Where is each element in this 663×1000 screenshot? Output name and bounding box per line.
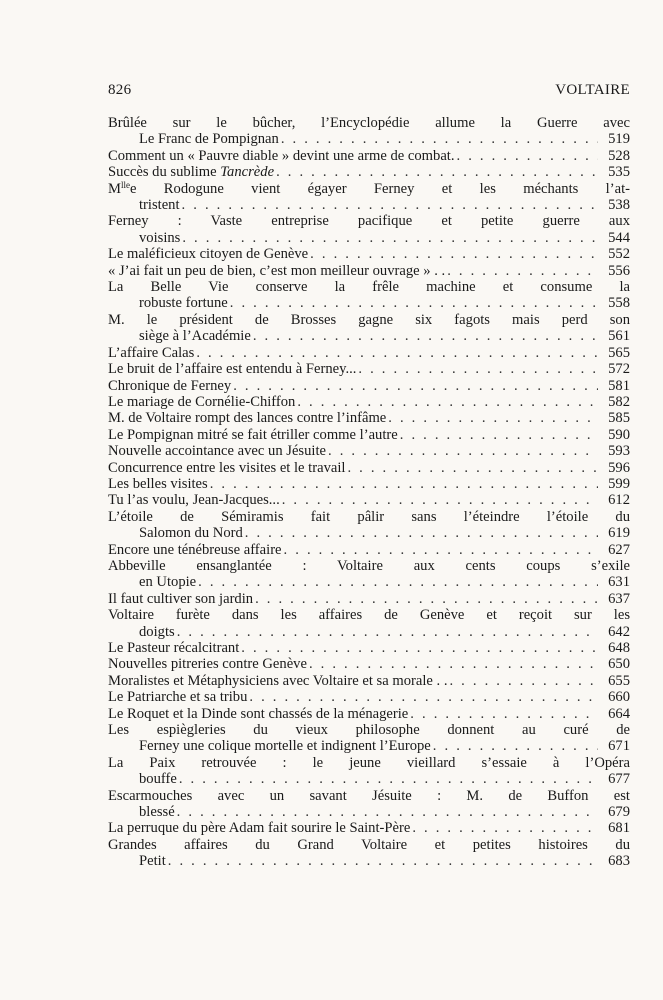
toc-page-number: 572	[608, 361, 630, 378]
toc-entry	[108, 394, 630, 410]
toc-entry-title-line: Les belles visites	[108, 475, 208, 492]
toc-entry-title-line: Nouvelle accointance avec un Jésuite	[108, 443, 326, 460]
dot-leader	[249, 689, 598, 705]
toc-entry	[108, 689, 630, 705]
toc-entry-title-line: La perruque du père Adam fait sourire le Saint-Père	[108, 820, 411, 837]
toc-entry	[108, 542, 630, 558]
dot-leader	[276, 164, 598, 180]
toc-page-number: 642	[608, 623, 630, 640]
toc-page-number: 677	[608, 771, 630, 788]
dot-leader	[179, 771, 598, 787]
toc-entry	[108, 640, 630, 656]
dot-leader	[210, 476, 598, 492]
toc-page-number: 637	[608, 590, 630, 607]
toc-page-number: 631	[608, 574, 630, 591]
toc-entry-title-line: Comment un « Pauvre diable » devint une arme de combat.	[108, 147, 455, 164]
toc-entry	[108, 148, 630, 164]
running-header	[108, 82, 630, 99]
toc-page-number: 679	[608, 804, 630, 821]
toc-entry-title-line: siège à l’Académie	[139, 328, 251, 345]
toc-entry-title-line: Moralistes et Métaphysiciens avec Voltaire et sa morale . .	[108, 672, 448, 689]
dot-leader	[282, 492, 598, 508]
toc-entry	[108, 755, 630, 788]
toc-page-number: 558	[608, 295, 630, 312]
toc-entry-title-line: L’étoile de Sémiramis fait pâlir sans l’éteindre l’étoile du	[108, 508, 630, 525]
toc-page-number: 593	[608, 443, 630, 460]
toc-page-number: 561	[608, 328, 630, 345]
toc-entry-title-line: Le Pasteur récalcitrant	[108, 640, 240, 656]
toc-entry-title-line: Le Patriarche et sa tribu	[108, 689, 248, 706]
dot-leader	[297, 394, 598, 410]
dot-leader	[245, 525, 598, 541]
toc-page-number: 582	[608, 393, 630, 410]
dot-leader	[433, 738, 598, 754]
dot-leader	[241, 640, 598, 656]
toc-entry-title-line: La Paix retrouvée : le jeune vieillard s’essaie à l’Opéra	[108, 754, 630, 771]
toc-page-number: 556	[608, 262, 630, 279]
toc-entry-title-line: Le maléficieux citoyen de Genève	[108, 246, 309, 263]
dot-leader	[412, 820, 598, 836]
toc-page-number: 519	[608, 131, 630, 148]
dot-leader	[447, 263, 598, 279]
table-of-contents	[108, 115, 630, 870]
toc-entry	[108, 607, 630, 640]
toc-entry-title-line: doigts	[139, 623, 175, 640]
toc-entry-title-line: Ferney une colique mortelle et indignent l’Europe	[139, 738, 431, 755]
dot-leader	[358, 361, 598, 377]
dot-leader	[457, 148, 598, 164]
toc-page-number: 565	[608, 344, 630, 361]
toc-entry-title-line: Brûlée sur le bûcher, l’Encyclopédie allume la Guerre avec	[108, 115, 630, 131]
toc-page-number: 671	[608, 738, 630, 755]
toc-entry	[108, 263, 630, 279]
toc-entry	[108, 460, 630, 476]
toc-entry	[108, 591, 630, 607]
dot-leader	[255, 591, 598, 607]
dot-leader	[182, 230, 598, 246]
dot-leader	[449, 673, 598, 689]
toc-entry-title-line: Voltaire furète dans les affaires de Genève et reçoit sur les	[108, 607, 630, 624]
toc-entry-title-line: bouffe	[139, 771, 177, 788]
dot-leader	[310, 246, 598, 262]
toc-page-number: 528	[608, 147, 630, 164]
toc-entry-title-line: Il faut cultiver son jardin	[108, 590, 254, 607]
dot-leader	[410, 706, 598, 722]
toc-entry-title-line: Tu l’as voulu, Jean-Jacques...	[108, 492, 280, 509]
toc-page-number: 599	[608, 475, 630, 492]
toc-page-number: 585	[608, 410, 630, 427]
toc-page-number: 683	[608, 853, 630, 870]
dot-leader	[400, 427, 598, 443]
toc-entry	[108, 509, 630, 542]
toc-page-number: 627	[608, 541, 630, 558]
toc-entry-title-line: M. de Voltaire rompt des lances contre l’infâme	[108, 410, 387, 427]
running-title: VOLTAIRE	[555, 82, 630, 98]
toc-entry-title-line: Le Roquet et la Dinde sont chassés de la ménagerie	[108, 705, 409, 722]
toc-entry-title-line: $M^{lle}e$ Rodogune vient égayer Ferney et les méchants l’at-	[108, 179, 630, 197]
toc-page-number: 664	[608, 705, 630, 722]
toc-entry-title-line: Les espiègleries du vieux philosophe donnent au curé de	[108, 722, 630, 739]
dot-leader	[177, 804, 598, 820]
toc-entry-title-line: M. le président de Brosses gagne six fagots mais perd son	[108, 311, 630, 328]
toc-entry-title-line: Grandes affaires du Grand Voltaire et petites histoires du	[108, 836, 630, 853]
toc-page-number: 650	[608, 656, 630, 673]
toc-page-number: 544	[608, 229, 630, 246]
toc-entry-title-line: voisins	[139, 229, 181, 246]
toc-entry-title-line: tristent	[139, 197, 180, 214]
toc-entry-title-line: Le Pompignan mitré se fait étriller comme l’autre	[108, 426, 398, 443]
toc-entry-title-line: Petit	[139, 853, 166, 870]
dot-leader	[309, 656, 598, 672]
dot-leader	[328, 443, 598, 459]
toc-page-number: 619	[608, 525, 630, 542]
dot-leader	[347, 460, 598, 476]
toc-entry-title-line: robuste fortune	[139, 295, 228, 312]
toc-entry	[108, 820, 630, 836]
toc-page-number: 660	[608, 689, 630, 706]
toc-entry	[108, 476, 630, 492]
dot-leader	[284, 542, 598, 558]
page-number: 826	[108, 82, 132, 98]
toc-entry	[108, 345, 630, 361]
dot-leader	[230, 295, 598, 311]
toc-entry	[108, 378, 630, 394]
toc-page-number: 552	[608, 246, 630, 263]
toc-entry	[108, 246, 630, 262]
toc-entry-title-line: Succès du sublime Tancrède	[108, 164, 275, 181]
toc-entry	[108, 164, 630, 180]
toc-entry	[108, 558, 630, 591]
toc-entry	[108, 706, 630, 722]
toc-page-number: 538	[608, 197, 630, 214]
toc-entry	[108, 837, 630, 870]
toc-entry-title-line: Le bruit de l’affaire est entendu à Ferney...	[108, 361, 357, 378]
dot-leader	[177, 624, 598, 640]
toc-entry-title-line: Chronique de Ferney	[108, 377, 232, 394]
dot-leader	[182, 197, 598, 213]
toc-entry	[108, 427, 630, 443]
toc-entry	[108, 673, 630, 689]
toc-page-number: 612	[608, 492, 630, 509]
toc-entry	[108, 443, 630, 459]
toc-page-number: 596	[608, 459, 630, 476]
dot-leader	[168, 853, 598, 869]
toc-entry-title-line: Abbeville ensanglantée : Voltaire aux cents coups s’exile	[108, 557, 630, 574]
dot-leader	[233, 378, 598, 394]
toc-entry	[108, 213, 630, 246]
toc-entry-title-line: Encore une ténébreuse affaire	[108, 541, 282, 558]
toc-entry	[108, 656, 630, 672]
dot-leader	[196, 345, 598, 361]
toc-entry	[108, 722, 630, 755]
toc-entry-title-line: Le Franc de Pompignan	[139, 131, 279, 148]
toc-page-number: 655	[608, 672, 630, 689]
toc-entry-title-line: Nouvelles pitreries contre Genève	[108, 656, 307, 673]
toc-entry	[108, 279, 630, 312]
toc-entry-title-line: La Belle Vie conserve la frêle machine et consume la	[108, 279, 630, 296]
dot-leader	[281, 131, 598, 147]
toc-entry-title-line: Salomon du Nord	[139, 525, 243, 542]
toc-page-number: 590	[608, 426, 630, 443]
dot-leader	[198, 574, 598, 590]
toc-entry	[108, 115, 630, 148]
toc-entry-title-line: L’affaire Calas	[108, 344, 195, 361]
toc-page-number: 535	[608, 164, 630, 181]
toc-entry	[108, 410, 630, 426]
toc-entry	[108, 181, 630, 214]
toc-entry	[108, 361, 630, 377]
toc-page-number: 648	[608, 640, 630, 656]
dot-leader	[388, 410, 598, 426]
toc-entry-title-line: en Utopie	[139, 574, 197, 591]
dot-leader	[253, 328, 598, 344]
toc-entry-title-line: blessé	[139, 804, 175, 821]
toc-entry-title-line: Le mariage de Cornélie-Chiffon	[108, 393, 296, 410]
toc-entry	[108, 312, 630, 345]
toc-entry-title-line: Ferney : Vaste entreprise pacifique et petite guerre aux	[108, 213, 630, 230]
toc-entry-title-line: Escarmouches avec un savant Jésuite : M. de Buffon est	[108, 787, 630, 804]
toc-entry	[108, 788, 630, 821]
toc-entry-title-line: Concurrence entre les visites et le travail	[108, 459, 346, 476]
toc-page-number: 681	[608, 820, 630, 837]
toc-entry	[108, 492, 630, 508]
toc-entry-title-line: « J’ai fait un peu de bien, c’est mon meilleur ouvrage » . .	[108, 262, 446, 279]
toc-page-number: 581	[608, 377, 630, 394]
